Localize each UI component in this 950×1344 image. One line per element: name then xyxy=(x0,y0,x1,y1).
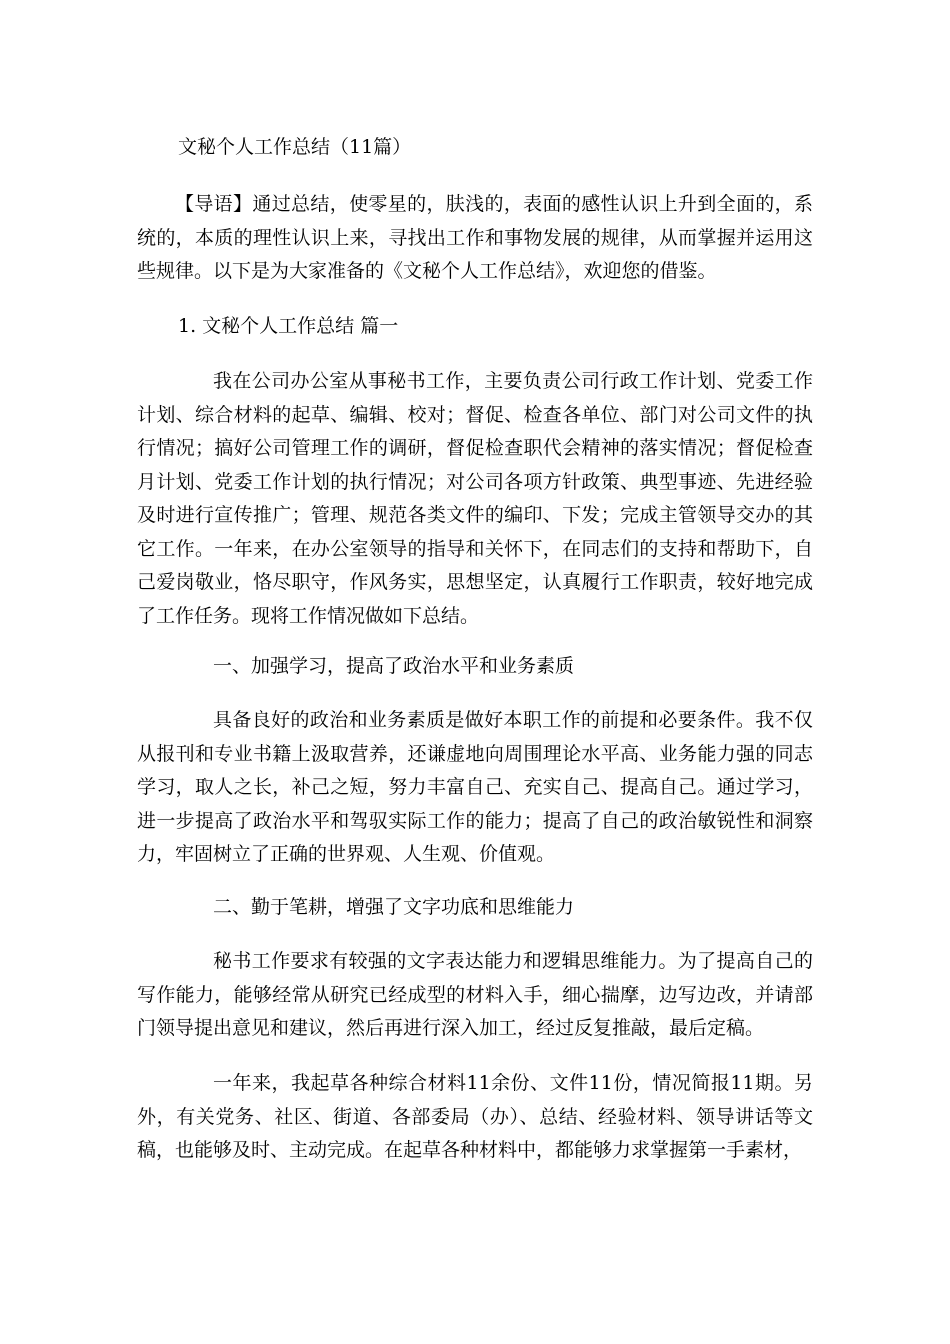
subheading-writing: 二、勤于笔耕，增强了文字功底和思维能力 xyxy=(213,896,575,918)
intro-paragraph: 【导语】通过总结，使零星的，肤浅的，表面的感性认识上升到全面的，系统的，本质的理性认识上来，寻找出工作和事物发展的规律，从而掌握并运用这些规律。以下是为大家准备的《文秘个人工作总结》，欢迎您的借鉴。 xyxy=(137,193,813,282)
body-paragraph-2: 具备良好的政治和业务素质是做好本职工作的前提和必要条件。我不仅从报刊和专业书籍上汲取营养，还谦虚地向周围理论水平高、业务能力强的同志学习，取人之长，补己之短，努力丰富自己、充实自己、提高自己。通过学习，进一步提高了政治水平和驾驭实际工作的能力；提高了自己的政治敏锐性和洞察力，牢固树立了正确的世界观、人生观、价值观。 xyxy=(137,709,813,865)
body-paragraph-1: 我在公司办公室从事秘书工作，主要负责公司行政工作计划、党委工作计划、综合材料的起草、编辑、校对；督促、检查各单位、部门对公司文件的执行情况；搞好公司管理工作的调研，督促检查职代会精神的落实情况；督促检查月计划、党委工作计划的执行情况；对公司各项方针政策、典型事迹、先进经验及时进行宣传推广；管理、规范各类文件的编印、下发；完成主管领导交办的其它工作。一年来，在办公室领导的指导和关怀下，在同志们的支持和帮助下，自己爱岗敬业，恪尽职守，作风务实，思想坚定，认真履行工作职责，较好地完成了工作任务。现将工作情况做如下总结。 xyxy=(137,370,813,627)
body-paragraph-4: 一年来，我起草各种综合材料11余份、文件11份，情况简报11期。另外，有关党务、社区、街道、各部委局（办）、总结、经验材料、领导讲话等文稿，也能够及时、主动完成。在起草各种材料中，都能够力求掌握第一手素材， xyxy=(137,1072,813,1161)
body-paragraph-3: 秘书工作要求有较强的文字表达能力和逻辑思维能力。为了提高自己的写作能力，能够经常从研究已经成型的材料入手，细心揣摩，边写边改，并请部门领导提出意见和建议，然后再进行深入加工，经过反复推敲，最后定稿。 xyxy=(137,950,813,1039)
subheading-study: 一、加强学习，提高了政治水平和业务素质 xyxy=(213,655,575,677)
section-heading-1: 1. 文秘个人工作总结 篇一 xyxy=(178,315,399,337)
document-title: 文秘个人工作总结（11篇） xyxy=(178,136,412,158)
